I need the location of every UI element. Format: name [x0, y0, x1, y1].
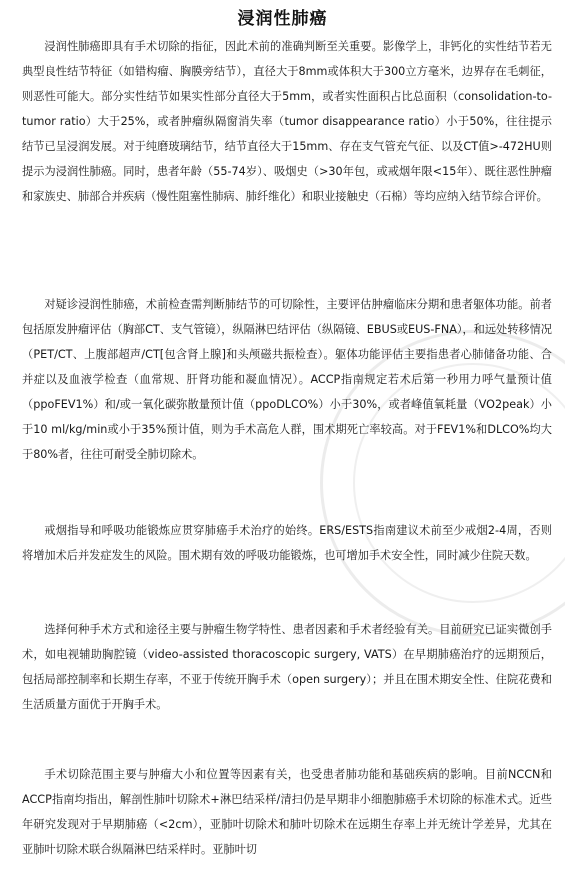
paragraph-resection-extent: 手术切除范围主要与肿瘤大小和位置等因素有关，也受患者肺功能和基础疾病的影响。目前NCCN和ACCP指南均指出，解剖性肺叶切除术+淋巴结采样/清扫仍是早期非小细胞肺癌手术切除的标准术式。近些年研究发现对于早期肺癌（<2cm），亚肺叶切除术和肺叶切除术在远期生存率上并无统计学差异，尤其在亚肺叶切除术联合纵隔淋巴结采样时。亚肺叶切: [22, 768, 552, 856]
paragraph-lesion-imaging: 浸润性肺癌即具有手术切除的指征，因此术前的准确判断至关重要。影像学上，非钙化的实性结节若无典型良性结节特征（如错构瘤、胸膜旁结节），直径大于8mm或体积大于300立方毫米，边界存在毛刺征，则恶性可能大。部分实性结节如果实性部分直径大于5mm，或者实性面积占比总面积（consolidation-to-tumor ratio）大于25%，或者肿瘤纵隔窗消失率（tumor disappearance ratio）小于50%，往往提示结节已呈浸润发展。对于纯磨玻璃结节，结节直径大于15mm、存在支气管充气征、以及CT值>-472HU则提示为浸润性肺癌。同时，患者年龄（55-74岁）、吸烟史（>30年包，或戒烟年限<15年）、既往恶性肿瘤和家族史、肺部合并疾病（慢性阻塞性肺病、肺纤维化）和职业接触史（石棉）等均应纳入结节综合评价。: [22, 40, 552, 203]
paragraph-surgical-approach: 选择何种手术方式和途径主要与肿瘤生物学特性、患者因素和手术者经验有关。目前研究已证实微创手术，如电视辅助胸腔镜（video-assisted thoracoscopic surgery, VATS）在早期肺癌治疗的远期预后，包括局部控制率和长期生存率，不亚于传统开胸手术（open surgery）；并且在围术期安全性、住院花费和生活质量方面优于开胸手术。: [22, 623, 552, 711]
paragraph-smoking-cessation: 戒烟指导和呼吸功能锻炼应贯穿肺癌手术治疗的始终。ERS/ESTS指南建议术前至少戒烟2-4周，否则将增加术后并发症发生的风险。围术期有效的呼吸功能锻炼，也可增加手术安全性，同时减少住院天数。: [22, 524, 552, 562]
paragraph-preop-evaluation: 对疑诊浸润性肺癌，术前检查需判断肺结节的可切除性，主要评估肿瘤临床分期和患者躯体功能。前者包括原发肿瘤评估（胸部CT、支气管镜），纵隔淋巴结评估（纵隔镜、EBUS或EUS-FNA），和远处转移情况（PET/CT、上腹部超声/CT[包含肾上腺]和头颅磁共振检查）。躯体功能评估主要指患者心肺储备功能、合并症以及血液学检查（血常规、肝肾功能和凝血情况）。ACCP指南规定若术后第一秒用力呼气量预计值（ppoFEV1%）和/或一氧化碳弥散量预计值（ppoDLCO%）小于30%，或者峰值氧耗量（VO2peak）小于10 ml/kg/min或小于35%预计值，则为手术高危人群，围术期死亡率较高。对于FEV1%和DLCO%均大于80%者，往往可耐受全肺切除术。: [22, 298, 552, 461]
page-title: 浸润性肺癌: [237, 9, 328, 29]
